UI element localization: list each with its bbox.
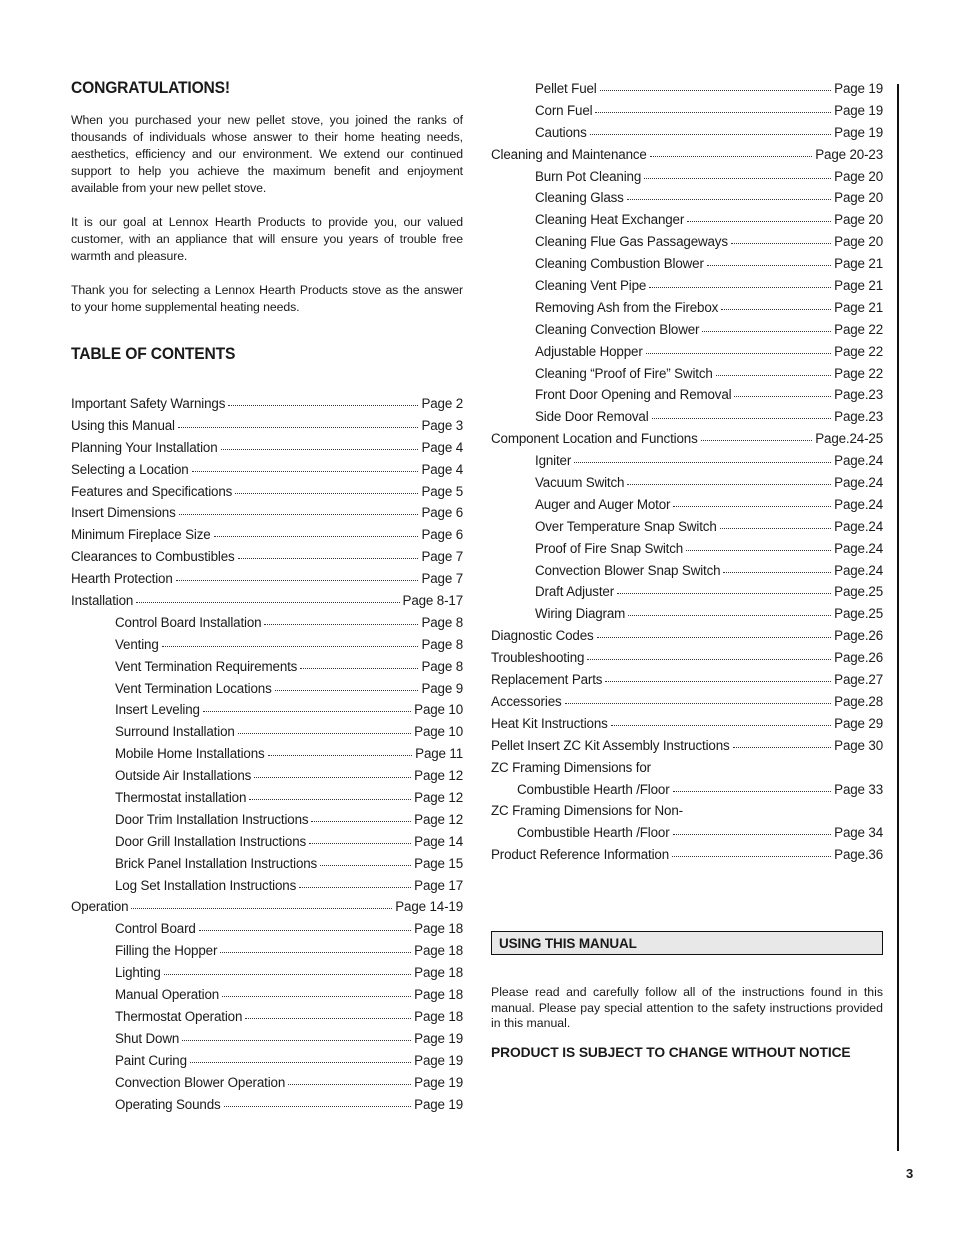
page-number: 3 [906, 1166, 914, 1181]
toc-entry-page: Page.26 [834, 628, 883, 644]
toc-entry-page: Page.28 [834, 693, 883, 709]
toc-leader-dots [617, 583, 831, 594]
toc-entry-label: Corn Fuel [535, 102, 593, 118]
toc-entry-page: Page 22 [834, 321, 883, 337]
toc-entry[interactable] [491, 190, 883, 212]
toc-entry[interactable] [71, 1097, 463, 1119]
toc-entry-label: Surround Installation [115, 724, 235, 740]
toc-entry-label: Auger and Auger Motor [535, 496, 671, 512]
toc-entry-label: Shut Down [115, 1030, 180, 1046]
toc-entry-page: Page 7 [421, 571, 463, 587]
toc-entry[interactable] [491, 672, 883, 694]
toc-entry[interactable] [71, 1009, 463, 1031]
toc-entry-label: Component Location and Functions [491, 431, 698, 447]
intro-paragraph-2: It is our goal at Lennox Hearth Products to provide you, our valued customer, with an appliance that will ensure you years of trouble free warmth and pleasure. [71, 215, 463, 263]
toc-entry-label: Hearth Protection [71, 571, 173, 587]
toc-leader-dots [597, 627, 832, 638]
toc-entry[interactable] [491, 650, 883, 672]
toc-leader-dots [646, 343, 832, 354]
left-column [71, 78, 463, 1118]
toc-entry[interactable] [71, 987, 463, 1009]
toc-entry[interactable] [71, 812, 463, 834]
toc-leader-dots [190, 1052, 411, 1063]
toc-entry[interactable] [491, 497, 883, 519]
toc-entry[interactable] [71, 1031, 463, 1053]
toc-leader-dots [587, 649, 831, 660]
toc-entry[interactable] [491, 782, 883, 804]
toc-entry[interactable] [491, 760, 883, 782]
toc-entry-page: Page 19 [414, 1052, 463, 1068]
toc-entry-label: Pellet Insert ZC Kit Assembly Instructions [491, 737, 730, 753]
toc-entry[interactable] [71, 549, 463, 571]
toc-entry[interactable] [71, 1053, 463, 1075]
toc-entry[interactable] [491, 212, 883, 234]
toc-entry[interactable] [491, 803, 883, 825]
toc-entry-page: Page 8 [421, 636, 463, 652]
toc-entry-page: Page.23 [834, 409, 883, 425]
toc-entry[interactable] [71, 856, 463, 878]
toc-entry-label: Operation [71, 899, 129, 915]
toc-entry-page: Page 21 [834, 278, 883, 294]
toc-leader-dots [702, 321, 831, 332]
change-notice: PRODUCT IS SUBJECT TO CHANGE WITHOUT NOTICE [491, 1045, 851, 1060]
toc-entry[interactable] [491, 541, 883, 563]
intro-paragraph-1: When you purchased your new pellet stove, you joined the ranks of thousands of individuals whose answer to their home heating needs, aesthetics, efficiency and our environment. We extend our continued support to help you achieve the maximum benefit and enjoyment available from your new pellet stove. [71, 113, 463, 195]
toc-entry-label: Venting [115, 636, 159, 652]
toc-leader-dots [249, 789, 411, 800]
toc-leader-dots [627, 189, 831, 200]
toc-entry-page: Page 21 [834, 256, 883, 272]
toc-entry[interactable] [71, 965, 463, 987]
toc-entry[interactable] [491, 147, 883, 169]
toc-leader-dots [673, 496, 831, 507]
toc-entry-label: Vacuum Switch [535, 475, 625, 491]
toc-leader-dots [221, 439, 419, 450]
toc-entry-page: Page 12 [414, 811, 463, 827]
toc-leader-dots [131, 898, 392, 909]
toc-leader-dots [733, 737, 832, 748]
toc-entry[interactable] [491, 322, 883, 344]
toc-entry-page: Page 10 [414, 702, 463, 718]
toc-entry-page: Page 19 [414, 1096, 463, 1112]
toc-entry-page: Page 2 [421, 396, 463, 411]
toc-leader-dots [176, 570, 419, 581]
toc-entry[interactable] [71, 790, 463, 812]
toc-leader-dots [628, 605, 831, 616]
toc-leader-dots [707, 255, 831, 266]
toc-leader-dots [673, 781, 832, 792]
toc-leader-dots [254, 767, 411, 778]
toc-entry-label: Door Trim Installation Instructions [115, 811, 309, 827]
toc-leader-dots [224, 1096, 412, 1107]
toc-entry[interactable] [491, 694, 883, 716]
toc-entry-page: Page 18 [414, 1008, 463, 1024]
toc-entry[interactable] [71, 462, 463, 484]
toc-entry-label: Features and Specifications [71, 483, 233, 499]
toc-entry-page: Page 18 [414, 987, 463, 1003]
toc-entry[interactable] [71, 899, 463, 921]
toc-entry[interactable] [491, 716, 883, 738]
toc-entry-label: Paint Curing [115, 1052, 187, 1068]
toc-leader-dots [721, 299, 831, 310]
toc-leader-dots [264, 614, 418, 625]
toc-leader-dots [590, 124, 832, 135]
toc-entry-page: Page 33 [834, 781, 883, 797]
toc-entry[interactable] [71, 396, 463, 418]
toc-leader-dots [311, 811, 411, 822]
toc-entry-label: Operating Sounds [115, 1096, 221, 1112]
toc-entry[interactable] [491, 234, 883, 256]
toc-entry-label: Manual Operation [115, 987, 220, 1003]
toc-leader-dots [309, 833, 411, 844]
toc-leader-dots [288, 1074, 411, 1085]
toc-leader-dots [164, 964, 411, 975]
toc-leader-dots [574, 452, 831, 463]
toc-entry-page: Page 10 [414, 724, 463, 740]
toc-entry-label: Cleaning Flue Gas Passageways [535, 234, 728, 250]
toc-entry-page: Page.24 [834, 540, 883, 556]
toc-leader-dots [611, 715, 831, 726]
toc-leader-dots [652, 408, 832, 419]
toc-entry-page: Page.24 [834, 453, 883, 469]
toc-entry[interactable] [491, 584, 883, 606]
toc-entry-label: Cleaning Glass [535, 190, 624, 206]
toc-entry-page: Page 19 [414, 1074, 463, 1090]
toc-entry-page: Page.23 [834, 387, 883, 403]
toc-entry-page: Page 17 [414, 877, 463, 893]
toc-entry-label: Cleaning and Maintenance [491, 146, 647, 162]
toc-entry-page: Page 12 [414, 790, 463, 806]
toc-entry[interactable] [71, 746, 463, 768]
toc-entry-label: Thermostat installation [115, 790, 247, 806]
toc-entry-label: Proof of Fire Snap Switch [535, 540, 684, 556]
toc-entry[interactable] [71, 571, 463, 593]
toc-leader-dots [600, 80, 832, 91]
toc-entry-page: Page.24 [834, 475, 883, 491]
toc-entry[interactable] [491, 81, 883, 103]
using-manual-heading: USING THIS MANUAL [499, 936, 637, 951]
toc-entry-label: ZC Framing Dimensions for [491, 759, 651, 775]
toc-entry[interactable] [71, 637, 463, 659]
toc-entry[interactable] [71, 615, 463, 637]
toc-entry-label: Control Board [115, 921, 196, 937]
toc-leader-dots [238, 548, 419, 559]
toc-leader-dots [686, 540, 831, 551]
toc-leader-dots [723, 562, 831, 573]
toc-leader-dots [687, 211, 831, 222]
toc-entry-label: Insert Dimensions [71, 505, 176, 521]
congratulations-heading: CONGRATULATIONS! [71, 78, 230, 97]
right-column [491, 81, 883, 869]
toc-entry[interactable] [491, 256, 883, 278]
toc-entry-page: Page 20 [834, 212, 883, 228]
toc-entry-page: Page.26 [834, 650, 883, 666]
toc-entry-label: ZC Framing Dimensions for Non- [491, 803, 683, 819]
toc-leader-dots [268, 745, 413, 756]
toc-entry-label: Door Grill Installation Instructions [115, 833, 307, 849]
toc-entry-label: Burn Pot Cleaning [535, 168, 642, 184]
toc-leader-dots [162, 636, 419, 647]
toc-leader-dots [228, 395, 418, 406]
toc-entry-page: Page 34 [834, 825, 883, 841]
toc-entry-label: Combustible Hearth /Floor [517, 781, 670, 797]
toc-entry-label: Using this Manual [71, 417, 175, 433]
toc-entry-page: Page 19 [834, 81, 883, 96]
toc-entry-label: Convection Blower Operation [115, 1074, 286, 1090]
toc-entry-label: Pellet Fuel [535, 81, 597, 96]
toc-entry-label: Draft Adjuster [535, 584, 615, 600]
toc-entry[interactable] [71, 834, 463, 856]
toc-entry-label: Planning Your Installation [71, 439, 218, 455]
toc-entry-page: Page 20 [834, 234, 883, 250]
toc-leader-dots [627, 474, 831, 485]
toc-entry[interactable] [491, 366, 883, 388]
toc-entry-label: Selecting a Location [71, 461, 189, 477]
toc-entry-page: Page.36 [834, 847, 883, 863]
intro-paragraph-3: Thank you for selecting a Lennox Hearth Products stove as the answer to your home supplemental heating needs. [71, 283, 463, 314]
toc-entry-label: Cleaning Heat Exchanger [535, 212, 685, 228]
toc-entry-page: Page.24 [834, 496, 883, 512]
toc-right-list [491, 81, 883, 869]
vertical-rule [897, 84, 899, 1151]
toc-leader-dots [716, 365, 831, 376]
toc-entry-label: Side Door Removal [535, 409, 649, 425]
toc-leader-dots [649, 277, 831, 288]
toc-entry-label: Log Set Installation Instructions [115, 877, 297, 893]
toc-entry-label: Wiring Diagram [535, 606, 626, 622]
toc-leader-dots [320, 855, 411, 866]
toc-leader-dots [199, 920, 411, 931]
toc-entry-page: Page 12 [414, 768, 463, 784]
toc-entry-label: Filling the Hopper [115, 943, 218, 959]
toc-entry[interactable] [491, 125, 883, 147]
toc-entry-page: Page 4 [421, 439, 463, 455]
toc-entry-label: Outside Air Installations [115, 768, 252, 784]
toc-entry-page: Page 11 [415, 746, 463, 762]
using-manual-paragraph: Please read and carefully follow all of the instructions found in this manual. Please pay special attention to the safety instructions provided in this manual. [491, 985, 883, 1030]
toc-entry-page: Page 14 [414, 833, 463, 849]
toc-entry-label: Igniter [535, 453, 572, 469]
toc-entry-label: Brick Panel Installation Instructions [115, 855, 318, 871]
toc-leader-dots [182, 1030, 411, 1041]
toc-leader-dots [731, 233, 831, 244]
toc-entry-page: Page 5 [421, 483, 463, 499]
toc-entry[interactable] [491, 563, 883, 585]
toc-leader-dots [203, 701, 411, 712]
toc-entry[interactable] [491, 606, 883, 628]
toc-entry-page: Page 18 [414, 965, 463, 981]
toc-entry[interactable] [491, 453, 883, 475]
toc-entry-page: Page 6 [421, 505, 463, 521]
toc-leader-dots [299, 877, 411, 888]
toc-entry[interactable] [491, 387, 883, 409]
toc-entry[interactable] [491, 628, 883, 650]
toc-leader-dots [222, 986, 411, 997]
toc-entry[interactable] [491, 300, 883, 322]
toc-entry[interactable] [491, 278, 883, 300]
toc-entry-page: Page.24 [834, 562, 883, 578]
toc-entry-page: Page.27 [834, 672, 883, 688]
toc-entry-page: Page 30 [834, 737, 883, 753]
toc-entry-label: Cleaning “Proof of Fire” Switch [535, 365, 713, 381]
toc-heading: TABLE OF CONTENTS [71, 344, 236, 363]
toc-entry-page: Page 19 [834, 102, 883, 118]
toc-left-list [71, 396, 463, 1118]
toc-entry[interactable] [71, 702, 463, 724]
toc-entry-label: Important Safety Warnings [71, 396, 226, 411]
toc-entry-label: Thermostat Operation [115, 1008, 243, 1024]
toc-entry-label: Cleaning Combustion Blower [535, 256, 704, 272]
toc-entry-label: Over Temperature Snap Switch [535, 518, 717, 534]
toc-leader-dots [672, 846, 831, 857]
toc-entry[interactable] [491, 825, 883, 847]
toc-leader-dots [275, 680, 419, 691]
toc-entry[interactable] [71, 527, 463, 549]
toc-entry[interactable] [491, 847, 883, 869]
toc-entry-label: Minimum Fireplace Size [71, 527, 211, 543]
toc-entry-page: Page 8 [421, 658, 463, 674]
toc-entry-label: Cleaning Vent Pipe [535, 278, 647, 294]
toc-entry[interactable] [71, 440, 463, 462]
toc-entry[interactable] [71, 724, 463, 746]
toc-leader-dots [235, 483, 418, 494]
toc-entry-label: Control Board Installation [115, 614, 262, 630]
toc-entry[interactable] [71, 681, 463, 703]
toc-entry-label: Accessories [491, 693, 562, 709]
toc-entry[interactable] [491, 409, 883, 431]
toc-entry-label: Convection Blower Snap Switch [535, 562, 721, 578]
toc-leader-dots [300, 658, 418, 669]
using-manual-header [491, 931, 883, 955]
toc-leader-dots [595, 102, 831, 113]
toc-entry-label: Cleaning Convection Blower [535, 321, 700, 337]
toc-entry-label: Cautions [535, 124, 587, 140]
toc-entry[interactable] [71, 921, 463, 943]
toc-entry-label: Installation [71, 593, 134, 609]
toc-entry[interactable] [71, 593, 463, 615]
toc-entry-page: Page 4 [421, 461, 463, 477]
toc-entry-page: Page 7 [421, 549, 463, 565]
toc-leader-dots [701, 430, 813, 441]
toc-leader-dots [673, 824, 832, 835]
toc-entry-page: Page 19 [834, 124, 883, 140]
toc-entry-label: Adjustable Hopper [535, 343, 643, 359]
toc-leader-dots [238, 723, 411, 734]
toc-entry-page: Page 20-23 [815, 146, 883, 162]
toc-entry[interactable] [71, 878, 463, 900]
toc-leader-dots [136, 592, 399, 603]
toc-entry-page: Page 29 [834, 715, 883, 731]
toc-leader-dots [650, 146, 813, 157]
toc-leader-dots [214, 526, 419, 537]
toc-leader-dots [179, 504, 419, 515]
toc-entry[interactable] [491, 738, 883, 760]
toc-entry-label: Heat Kit Instructions [491, 715, 608, 731]
toc-entry-page: Page 20 [834, 168, 883, 184]
toc-entry-page: Page 22 [834, 343, 883, 359]
toc-entry-page: Page 22 [834, 365, 883, 381]
toc-entry-page: Page 21 [834, 299, 883, 315]
toc-entry[interactable] [71, 1075, 463, 1097]
toc-entry-label: Removing Ash from the Firebox [535, 299, 719, 315]
toc-leader-dots [220, 942, 411, 953]
toc-entry-page: Page 15 [414, 855, 463, 871]
toc-entry[interactable] [71, 484, 463, 506]
toc-entry-label: Replacement Parts [491, 672, 603, 688]
toc-entry-label: Insert Leveling [115, 702, 200, 718]
toc-entry-label: Vent Termination Requirements [115, 658, 298, 674]
toc-entry[interactable] [491, 475, 883, 497]
toc-entry[interactable] [491, 169, 883, 191]
toc-entry-page: Page 3 [421, 417, 463, 433]
toc-entry-page: Page.25 [834, 584, 883, 600]
toc-leader-dots [192, 461, 419, 472]
toc-entry[interactable] [491, 431, 883, 453]
toc-leader-dots [720, 518, 832, 529]
toc-entry-page: Page 14-19 [395, 899, 463, 915]
toc-leader-dots [245, 1008, 411, 1019]
toc-entry-page: Page 18 [414, 921, 463, 937]
toc-entry-page: Page.24-25 [815, 431, 883, 447]
toc-entry[interactable] [71, 505, 463, 527]
toc-leader-dots [565, 693, 832, 704]
toc-entry-page: Page 8-17 [402, 593, 463, 609]
toc-entry-label: Diagnostic Codes [491, 628, 594, 644]
toc-entry[interactable] [71, 659, 463, 681]
toc-entry-label: Mobile Home Installations [115, 746, 265, 762]
toc-entry-page: Page 8 [421, 614, 463, 630]
toc-entry[interactable] [71, 943, 463, 965]
toc-entry-label: Clearances to Combustibles [71, 549, 235, 565]
toc-entry-label: Combustible Hearth /Floor [517, 825, 670, 841]
toc-entry-label: Front Door Opening and Removal [535, 387, 732, 403]
toc-entry[interactable] [71, 418, 463, 440]
toc-entry-page: Page 19 [414, 1030, 463, 1046]
toc-entry-page: Page 20 [834, 190, 883, 206]
toc-entry-page: Page 6 [421, 527, 463, 543]
toc-entry-page: Page.25 [834, 606, 883, 622]
toc-entry[interactable] [491, 103, 883, 125]
toc-leader-dots [178, 417, 419, 428]
toc-entry-page: Page.24 [834, 518, 883, 534]
toc-entry-page: Page 18 [414, 943, 463, 959]
toc-entry[interactable] [71, 768, 463, 790]
toc-leader-dots [605, 671, 831, 682]
toc-entry-page: Page 9 [421, 680, 463, 696]
toc-entry[interactable] [491, 344, 883, 366]
toc-leader-dots [644, 168, 831, 179]
toc-entry-label: Vent Termination Locations [115, 680, 272, 696]
toc-leader-dots [734, 386, 831, 397]
toc-entry[interactable] [491, 519, 883, 541]
toc-entry-label: Troubleshooting [491, 650, 585, 666]
toc-entry-label: Product Reference Information [491, 847, 670, 863]
toc-entry-label: Lighting [115, 965, 161, 981]
